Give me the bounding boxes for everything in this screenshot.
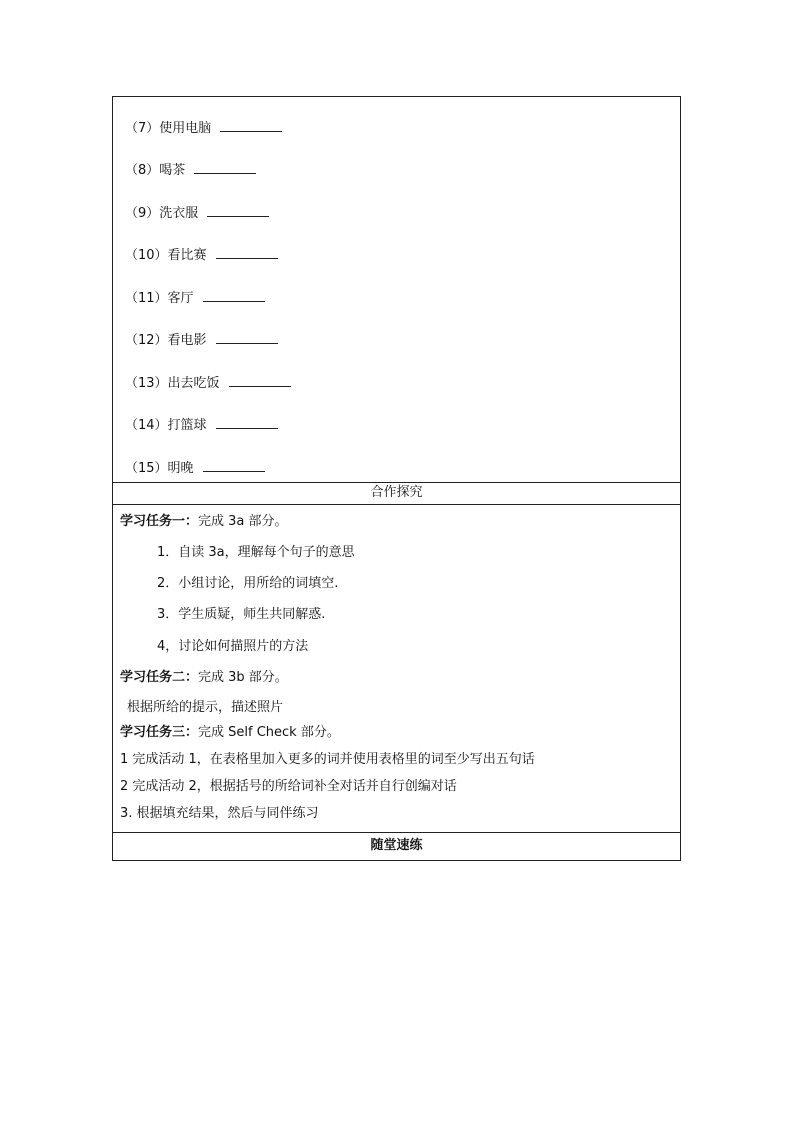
vocab-word: 看比赛 [167, 248, 207, 263]
vocab-number: （13） [125, 376, 168, 391]
vocab-number: （9） [125, 206, 160, 221]
vocab-item [125, 373, 291, 393]
task3-item: 2 完成活动 2，根据括号的所给词补全对话并自行创编对话 [120, 779, 457, 794]
answer-blank[interactable] [203, 458, 265, 472]
task2-line [120, 668, 288, 688]
task1-title: 学习任务一： [120, 514, 199, 529]
task2-text: 完成 3b 部分。 [198, 670, 288, 685]
vocab-number: （10） [125, 248, 168, 263]
task1-text: 完成 3a 部分。 [198, 514, 288, 529]
vocab-item [125, 118, 282, 138]
vocab-number: （14） [125, 418, 168, 433]
task1-step: 4，讨论如何描照片的方法 [157, 639, 309, 654]
worksheet-table [112, 96, 681, 861]
vocab-word: 明晚 [167, 461, 194, 476]
answer-blank[interactable] [220, 118, 282, 132]
cooperate-heading: 合作探究 [370, 485, 423, 500]
vocab-item [125, 245, 278, 265]
vocab-word: 洗衣服 [159, 206, 199, 221]
vocab-item [125, 458, 265, 478]
task1-step: 2．小组讨论，用所给的词填空. [157, 576, 339, 591]
task3-title: 学习任务三： [120, 725, 199, 740]
answer-blank[interactable] [216, 245, 278, 259]
task1-step: 3．学生质疑，师生共同解惑. [157, 607, 326, 622]
vocab-word: 喝茶 [159, 163, 186, 178]
vocab-word: 看电影 [167, 333, 207, 348]
answer-blank[interactable] [207, 203, 269, 217]
task3-item: 1 完成活动 1，在表格里加入更多的词并使用表格里的词至少写出五句话 [120, 752, 535, 767]
task2-title: 学习任务二： [120, 670, 199, 685]
vocab-word: 出去吃饭 [167, 376, 220, 391]
task3-text: 完成 Self Check 部分。 [198, 725, 340, 740]
vocab-number: （7） [125, 121, 160, 136]
answer-blank[interactable] [216, 330, 278, 344]
vocab-word: 打篮球 [167, 418, 207, 433]
vocab-item [125, 330, 278, 350]
vocab-number: （11） [125, 291, 168, 306]
vocab-word: 使用电脑 [159, 121, 212, 136]
vocab-number: （15） [125, 461, 168, 476]
table-divider [113, 504, 680, 505]
task1-step: 1．自读 3a，理解每个句子的意思 [157, 545, 355, 560]
answer-blank[interactable] [229, 373, 291, 387]
answer-blank[interactable] [216, 415, 278, 429]
answer-blank[interactable] [194, 160, 256, 174]
answer-blank[interactable] [203, 288, 265, 302]
task2-desc: 根据所给的提示，描述照片 [127, 700, 284, 715]
vocab-item [125, 288, 265, 308]
task3-item: 3. 根据填充结果，然后与同伴练习 [120, 806, 319, 821]
vocab-item [125, 160, 256, 180]
practice-heading: 随堂速练 [370, 838, 423, 853]
vocab-number: （12） [125, 333, 168, 348]
vocab-number: （8） [125, 163, 160, 178]
vocab-word: 客厅 [167, 291, 194, 306]
vocab-item [125, 415, 278, 435]
vocab-item [125, 203, 269, 223]
task3-line [120, 723, 340, 743]
task1-line [120, 512, 288, 532]
